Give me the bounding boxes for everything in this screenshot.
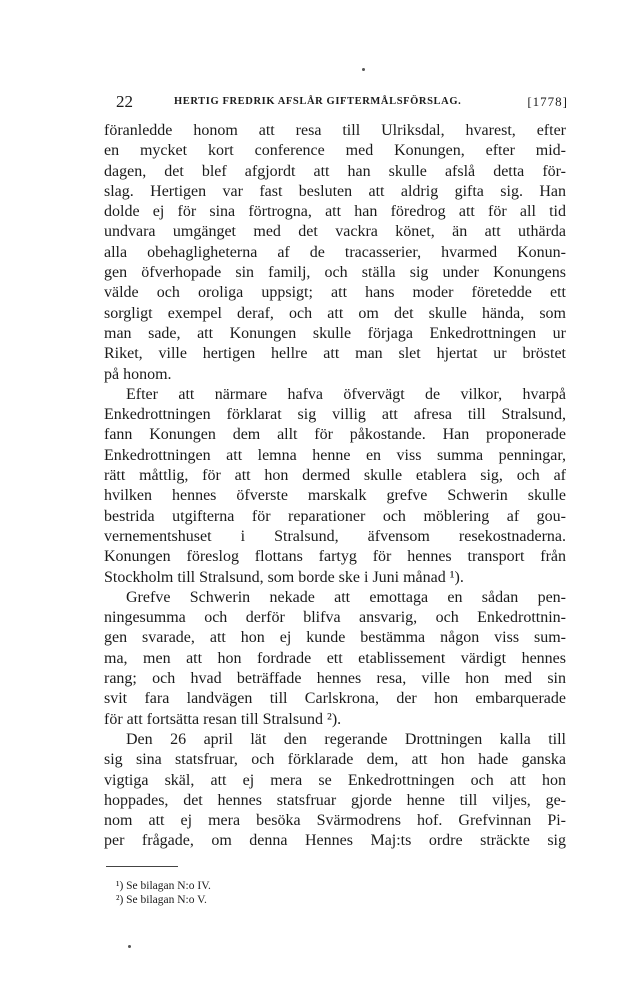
text-line: rang; och hvad beträffade hennes resa, ville hon med sin — [104, 670, 566, 688]
text-line: gen öfverhopade sin familj, och ställa sig under Konungens — [104, 264, 566, 282]
text-line: sorgligt exempel deraf, och att om det skulle hända, som — [104, 304, 566, 322]
footnotes — [116, 879, 211, 907]
text-line: hvilken hennes öfverste marskalk grefve Schwerin skulle — [104, 487, 566, 505]
text-line: sig sina statsfruar, och förklarade dem, att hon hade ganska — [104, 751, 566, 769]
text-line: per frågade, om denna Hennes Maj:ts ordre sträckte sig — [104, 832, 566, 850]
text-line: man sade, att Konungen skulle förjaga Enkedrottningen ur — [104, 324, 566, 342]
footnote-divider — [106, 866, 178, 867]
text-line: på honom. — [104, 365, 172, 383]
text-line: Efter att närmare hafva öfvervägt de vilkor, hvarpå — [126, 385, 566, 403]
text-line: fann Konungen dem allt för påkostande. Han proponerade — [104, 426, 566, 444]
page-number: 22 — [116, 92, 133, 111]
text-line: svit fara landvägen till Carlskrona, der hon embarquerade — [104, 690, 566, 708]
text-line: för att fortsätta resan till Stralsund ²). — [104, 710, 342, 728]
paper-speck — [362, 68, 365, 71]
text-line: Enkedrottningen att lemna henne en viss summa penningar, — [104, 446, 566, 464]
text-line: rätt måttlig, för att hon dermed skulle etablera sig, och af — [104, 467, 566, 485]
footnote: ¹) Se bilagan N:o IV. — [116, 880, 211, 892]
text-line: bestrida utgifterna för reparationer och möblering af gou- — [104, 507, 566, 525]
page-header — [104, 92, 568, 114]
text-line: föranledde honom att resa till Ulriksdal, hvarest, efter — [104, 122, 566, 139]
body-text — [104, 121, 566, 852]
running-title: HERTIG FREDRIK AFSLÅR GIFTERMÅLSFÖRSLAG. — [174, 96, 462, 107]
text-line: Konungen föreslog flottans fartyg för hennes transport från — [104, 548, 566, 566]
text-line: slag. Hertigen var fast besluten att aldrig gifta sig. Han — [104, 182, 566, 200]
text-line: Enkedrottningen förklarat sig villig att afresa till Stralsund, — [104, 406, 566, 424]
text-line: Stockholm till Stralsund, som borde ske i Juni månad ¹). — [104, 568, 464, 586]
paper-speck — [128, 945, 131, 948]
text-line: Den 26 april lät den regerande Drottningen kalla till — [126, 730, 566, 748]
text-line: ningesumma och derför blifva ansvarig, och Enkedrottnin- — [104, 609, 566, 627]
text-line: en mycket kort conference med Konungen, efter mid- — [104, 142, 566, 160]
text-line: välde och oroliga uppsigt; att hans moder företedde ett — [104, 284, 566, 302]
footnote: ²) Se bilagan N:o V. — [116, 894, 207, 906]
text-line: gen svarade, att hon ej kunde bestämma någon viss sum- — [104, 629, 566, 647]
text-line: undvara umgänget med det vackra könet, än att uthärda — [104, 223, 566, 241]
text-line: vigtiga skäl, att ej mera se Enkedrottningen och att hon — [104, 771, 566, 789]
text-line: vernementshuset i Stralsund, äfvensom resekostnaderna. — [104, 527, 566, 545]
text-line: dolde ej för sina förtrogna, att han föredrog att för all tid — [104, 203, 566, 221]
text-line: nom att ej mera besöka Svärmodrens hof. Grefvinnan Pi- — [104, 812, 566, 830]
text-line: alla obehagligheterna af de tracasserier, hvarmed Konun- — [104, 243, 566, 261]
header-year: [1778] — [527, 94, 568, 109]
text-line: Riket, ville hertigen hellre att man slet hjertat ur bröstet — [104, 345, 566, 363]
text-line: hoppades, det hennes statsfruar gjorde henne till viljes, ge- — [104, 791, 566, 809]
text-line: dagen, det blef afgjordt att han skulle afslå detta för- — [104, 162, 566, 180]
text-line: ma, men att hon fordrade ett etablissement värdigt hennes — [104, 649, 566, 667]
text-line: Grefve Schwerin nekade att emottaga en sådan pen- — [126, 588, 566, 606]
